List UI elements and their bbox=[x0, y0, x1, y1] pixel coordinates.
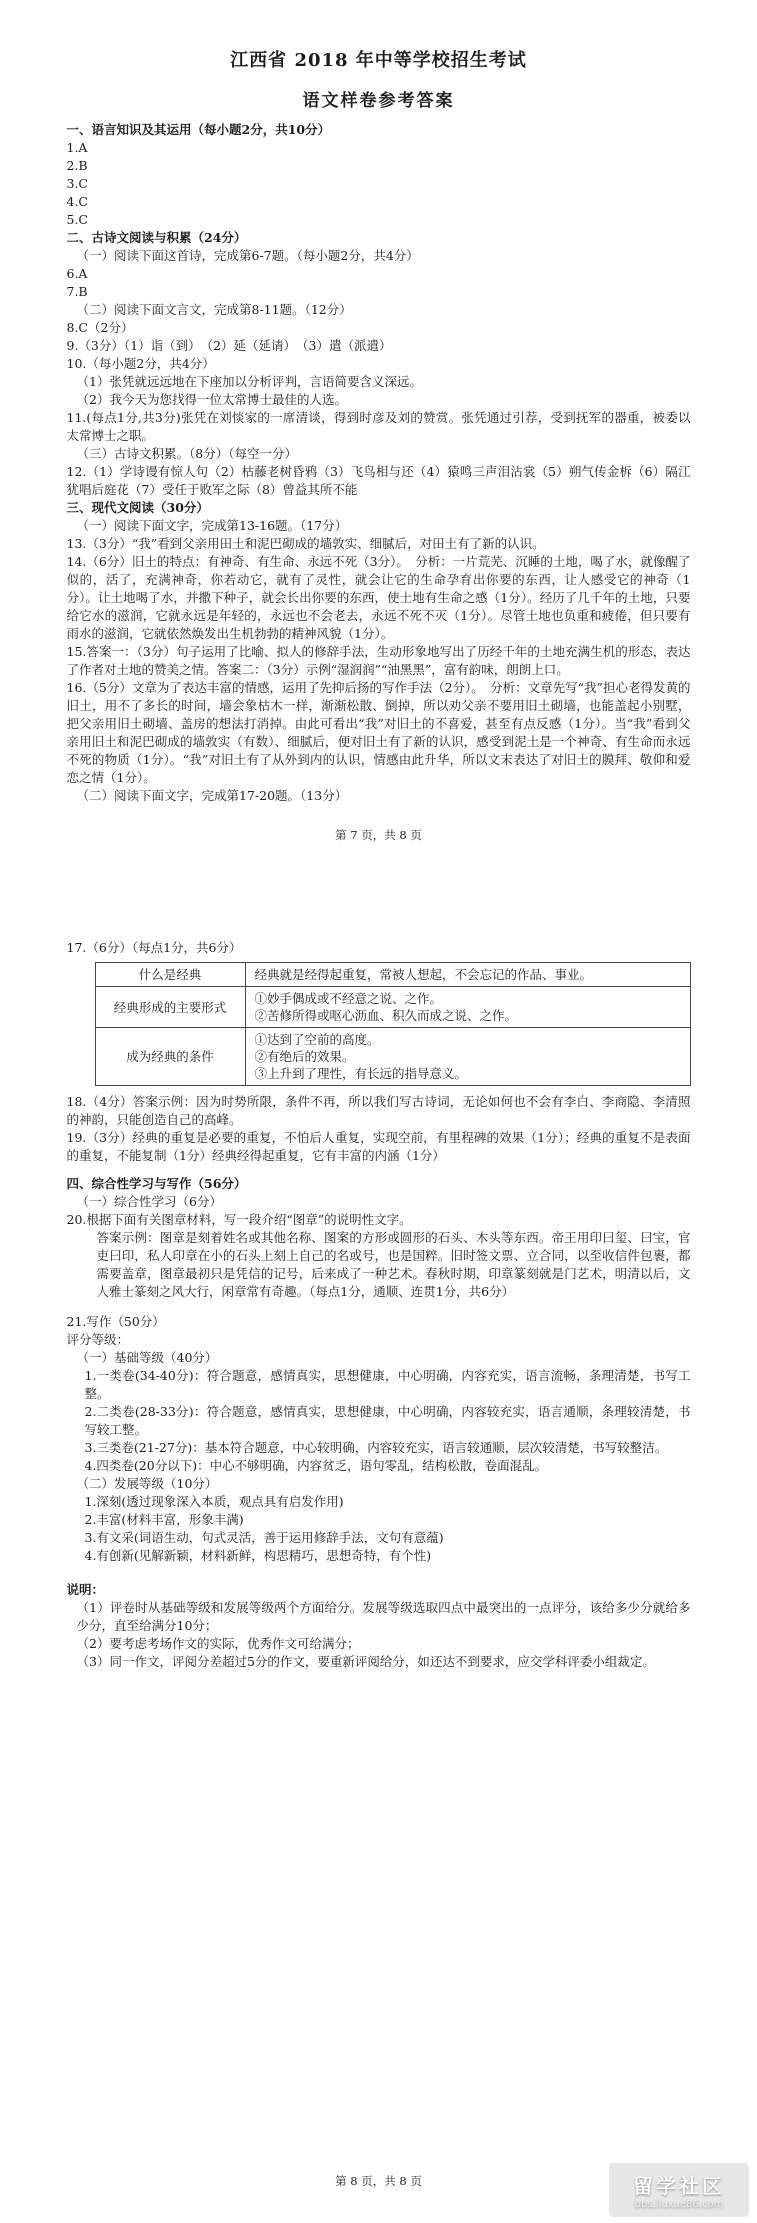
page1-content bbox=[67, 121, 691, 805]
paragraph: 评分等级： bbox=[66, 1332, 130, 1347]
table-line: ②苦修所得或呕心沥血、积久而成之说、之作。 bbox=[254, 1008, 518, 1023]
table-line: ②有绝后的效果。 bbox=[254, 1049, 355, 1064]
paragraph: 三、现代文阅读（30分） bbox=[66, 500, 209, 515]
watermark-site-url: bbs.liuxue86.com bbox=[634, 2199, 724, 2210]
paragraph: 10.（每小题2分，共4分） bbox=[66, 356, 215, 371]
table-row bbox=[95, 987, 690, 1028]
paragraph: （3）同一作文，评阅分差超过5分的作文，要重新评阅给分，如还达不到要求，应交学科评委小组裁定。 bbox=[76, 1654, 655, 1669]
table-line: ①达到了空前的高度。 bbox=[254, 1032, 380, 1047]
table-label-cell: 成为经典的条件 bbox=[95, 1028, 245, 1086]
paragraph: 13.（3分）“我”看到父亲用田土和泥巴砌成的墙敦实、细腻后，对田土有了新的认识。 bbox=[66, 536, 545, 551]
page2-content-top bbox=[67, 939, 691, 957]
paragraph: 19.（3分）经典的重复是必要的重复，不怕后人重复，实现空前，有里程碑的效果（1分）；经典的重复不是表面的重复，不能复制（1分）经典经得起重复，它有丰富的内涵（1分） bbox=[66, 1130, 691, 1163]
table-row bbox=[95, 1028, 690, 1086]
table-label-cell: 经典形成的主要形式 bbox=[95, 987, 245, 1028]
paragraph: 说明： bbox=[66, 1582, 105, 1597]
table-value-cell bbox=[245, 963, 690, 987]
paragraph: （一）基础等级（40分） bbox=[76, 1350, 218, 1365]
table-label-cell: 什么是经典 bbox=[95, 963, 245, 987]
table-row bbox=[95, 963, 690, 987]
paragraph: 9.（3分）（1）诣（到） （2）延（延请） （3）遣（派遣） bbox=[66, 338, 392, 353]
page-gap bbox=[0, 843, 757, 939]
paragraph: （一）综合性学习（6分） bbox=[76, 1194, 222, 1209]
paragraph: 5.C bbox=[66, 212, 88, 227]
paragraph: 8.C（2分） bbox=[66, 320, 134, 335]
paragraph: 二、古诗文阅读与积累（24分） bbox=[66, 230, 247, 245]
classic-definition-table bbox=[95, 962, 691, 1086]
paragraph: （2）要考虑考场作文的实际，优秀作文可给满分； bbox=[76, 1636, 360, 1651]
table-line: ③上升到了理性，有长远的指导意义。 bbox=[254, 1066, 468, 1081]
table-line: 经典就是经得起重复，常被人想起，不会忘记的作品、事业。 bbox=[254, 967, 593, 982]
paragraph: 2.B bbox=[66, 158, 88, 173]
paragraph: 答案示例：图章是刻着姓名或其他名称、图案的方形或圆形的石头、木头等东西。帝王用印曰玺、曰宝，官吏曰印，私人印章在小的石头上刻上自己的名或号，也是国粹。旧时签文票、立合同，以至收信件包裹，都需要盖章，图章最初只是凭信的记号，后来成了一种艺术。春秋时期，印章篆刻就是门艺术，明清以后，文人雅士篆刻之风大行，闲章常有奇趣。（每点1分，通顺、连贯1分，共6分） bbox=[96, 1230, 691, 1299]
paragraph: 11.(每点1分,共3分)张凭在刘惔家的一席清谈，得到时彦及刘的赞赏。张凭通过引荐，受到抚军的器重，被委以太常博士之职。 bbox=[66, 410, 691, 443]
page2-footer: 第 8 页，共 8 页 bbox=[335, 2174, 422, 2188]
table-value-cell bbox=[245, 987, 690, 1028]
page2-content-bottom bbox=[67, 1093, 691, 1671]
paragraph: 17.（6分）（每点1分，共6分） bbox=[66, 940, 242, 955]
paragraph: （二）阅读下面文言文，完成第8-11题。（12分） bbox=[76, 302, 352, 317]
paragraph: 12.（1）学诗谩有惊人句（2）枯藤老树昏鸦（3）飞鸟相与还（4）猿鸣三声泪沾裳（5）朔气传金柝（6）隔江犹唱后庭花（7）受任于败军之际（8）曾益其所不能 bbox=[66, 464, 691, 497]
paragraph: 一、语言知识及其运用（每小题2分，共10分） bbox=[66, 122, 331, 137]
paragraph: 14.（6分）旧土的特点：有神奇、有生命、永远不死（3分）。 分析：一片荒芜、沉睡的土地，喝了水，就像醒了似的，活了，充满神奇，你若动它，就有了灵性，就会让它的生命孕育出你要的东西，让人感受它的神奇（1分）。让土地喝了水，并撒下种子，就会长出你要的东西，使土地有生命之感（1分）。经历了几千年的土地，只要给它水的滋润，它就永远是年轻的，永远也不会老去，永远不死不灭（1分）。尽管土地也负重和疲倦，但只要有雨水的滋润，它就依然焕发出生机勃勃的精神风貌（1分）。 bbox=[66, 554, 691, 641]
page1-footer: 第 7 页，共 8 页 bbox=[335, 828, 422, 842]
paragraph: 4.四类卷(20分以下)：中心不够明确，内容贫乏，语句零乱，结构松散，卷面混乱。 bbox=[84, 1458, 548, 1473]
paragraph: 1.一类卷(34-40分)：符合题意，感情真实，思想健康，中心明确，内容充实，语言流畅，条理清楚，书写工整。 bbox=[84, 1368, 691, 1401]
paragraph: 1.A bbox=[66, 140, 88, 155]
paragraph: （三）古诗文积累。（8分）（每空一分） bbox=[76, 446, 297, 461]
paragraph: 20.根据下面有关图章材料，写一段介绍“图章”的说明性文字。 bbox=[66, 1212, 412, 1227]
paragraph: 3.C bbox=[66, 176, 88, 191]
doc-subtitle: 语文样卷参考答案 bbox=[302, 91, 455, 111]
page1 bbox=[67, 0, 691, 843]
paragraph: 3.有文采(词语生动，句式灵活，善于运用修辞手法，文句有意蕴) bbox=[84, 1530, 444, 1545]
paragraph: 16.（5分）文章为了表达丰富的情感，运用了先抑后扬的写作手法（2分）。 分析：文章先写“我”担心老得发黄的旧土，用不了多长的时间，墙会象枯木一样，渐渐松散、倒掉，所以劝父亲不要用旧土砌墙，也能盖起小别墅，把父亲用旧土砌墙、盖房的想法打消掉。由此可看出“我”对旧土的不喜爱，甚至有点反感（1分）。当“我”看到父亲用旧土和泥巴砌成的墙敦实（有数）、细腻后，便对旧土有了新的认识，感受到泥土是一个神奇、有生命而永远不死的物质（1分）。“我”对旧土有了从外到内的认识，情感由此升华，所以文末表达了对旧土的膜拜、敬仰和爱恋之情（1分）。 bbox=[66, 680, 691, 785]
paragraph: 4.有创新(见解新颖，材料新鲜，构思精巧，思想奇特，有个性) bbox=[84, 1548, 432, 1563]
paragraph: 1.深刻(透过现象深入本质，观点具有启发作用) bbox=[84, 1494, 344, 1509]
paragraph: （1）评卷时从基础等级和发展等级两个方面给分。发展等级选取四点中最突出的一点评分，该给多少分就给多少分，直至给满分10分； bbox=[76, 1600, 691, 1633]
paragraph: 15.答案一：（3分）句子运用了比喻、拟人的修辞手法，生动形象地写出了历经千年的土地充满生机的形态，表达了作者对土地的赞美之情。答案二：（3分）示例“湿润润”“油黑黑”，富有韵味，朗朗上口。 bbox=[66, 644, 691, 677]
paragraph: （二）发展等级（10分） bbox=[76, 1476, 218, 1491]
paragraph: （2）我今天为您找得一位太常博士最佳的人选。 bbox=[76, 392, 347, 407]
table-value-cell bbox=[245, 1028, 690, 1086]
paragraph: 4.C bbox=[66, 194, 88, 209]
paragraph: 四、综合性学习与写作（56分） bbox=[66, 1176, 247, 1191]
paragraph: （一）阅读下面这首诗，完成第6-7题。（每小题2分，共4分） bbox=[76, 248, 419, 263]
paragraph: 6.A bbox=[66, 266, 88, 281]
paragraph: （二）阅读下面文字，完成第17-20题。（13分） bbox=[76, 788, 348, 803]
paragraph: （1）张凭就远远地在下座加以分析评判，言语简要含义深远。 bbox=[76, 374, 422, 389]
watermark bbox=[609, 2163, 749, 2217]
paragraph: 7.B bbox=[66, 284, 88, 299]
paragraph: （一）阅读下面文字，完成第13-16题。（17分） bbox=[76, 518, 348, 533]
watermark-logo-text: 留学社区 bbox=[633, 2174, 725, 2198]
paragraph: 21.写作（50分） bbox=[66, 1314, 165, 1329]
doc-title: 江西省 2018 年中等学校招生考试 bbox=[230, 50, 527, 71]
page2 bbox=[67, 939, 691, 1671]
paragraph: 3.三类卷(21-27分)：基本符合题意，中心较明确，内容较充实，语言较通顺，层次较清楚，书写较整洁。 bbox=[84, 1440, 668, 1455]
paragraph: 2.丰富(材料丰富，形象丰满) bbox=[84, 1512, 244, 1527]
paragraph: 18.（4分）答案示例：因为时势所限，条件不再，所以我们写古诗词，无论如何也不会有李白、李商隐、李清照的神韵，只能创造自己的高峰。 bbox=[66, 1094, 691, 1127]
paragraph: 2.二类卷(28-33分)：符合题意，感情真实，思想健康，中心明确，内容较充实，语言通顺，条理较清楚，书写较工整。 bbox=[84, 1404, 691, 1437]
table-line: ①妙手偶成或不经意之说、之作。 bbox=[254, 991, 443, 1006]
